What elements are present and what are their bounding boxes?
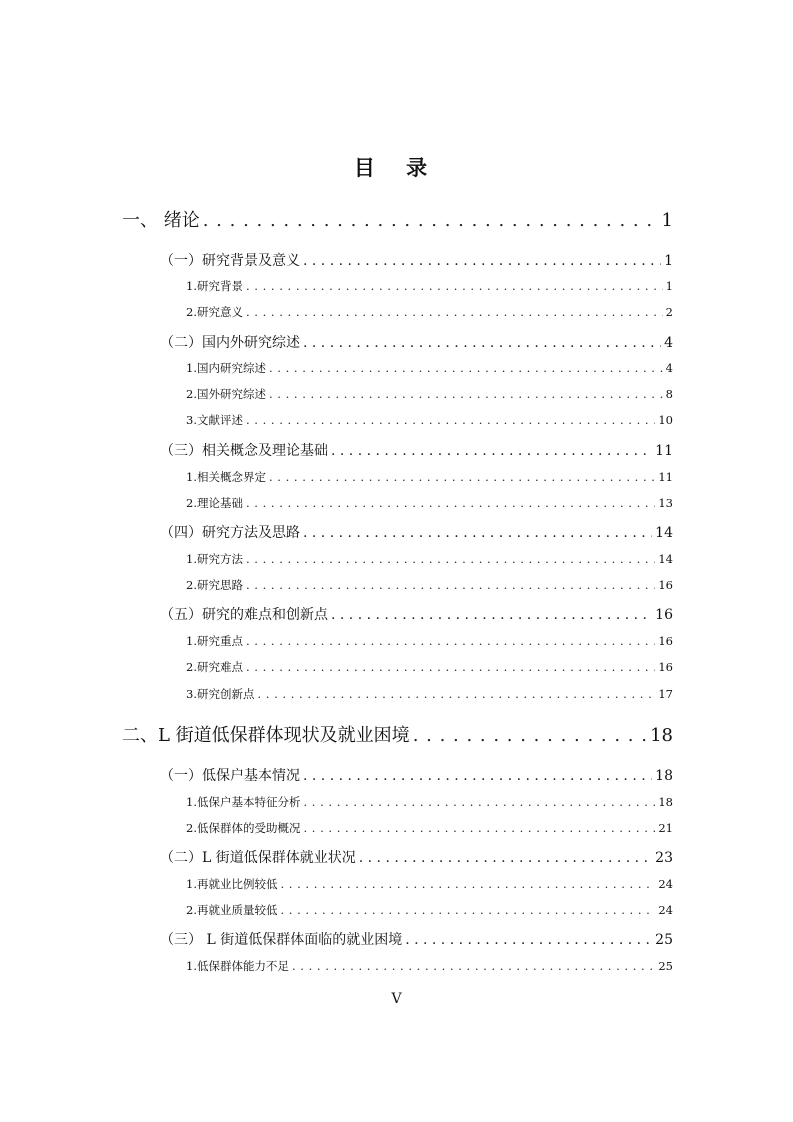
toc-entry-label: （五）研究的难点和创新点 <box>160 607 328 623</box>
dot-leader <box>405 932 652 948</box>
toc-entry-label: 2.研究思路 <box>186 578 243 592</box>
toc-entry-label: 1.国内研究综述 <box>186 361 266 375</box>
toc-entry-subsection[interactable] <box>186 495 673 511</box>
toc-entry-label: 1.研究背景 <box>186 279 243 293</box>
toc-entry-chapter-2[interactable] <box>122 721 673 747</box>
toc-entry-section[interactable] <box>160 604 673 624</box>
toc-entry-page: 18 <box>650 725 673 746</box>
toc-entry-label: （三）相关概念及理论基础 <box>160 443 328 459</box>
dot-leader <box>280 877 655 891</box>
toc-title: 目 录 <box>353 156 440 180</box>
toc-entry-page: 18 <box>658 795 673 809</box>
toc-entry-page: 1 <box>661 210 673 231</box>
dot-leader <box>246 496 655 510</box>
toc-entry-label: 1.研究重点 <box>186 634 243 648</box>
dot-leader <box>331 443 652 459</box>
dot-leader <box>269 361 663 375</box>
toc-entry-page: 14 <box>658 552 673 566</box>
toc-entry-label: （四）研究方法及思路 <box>160 525 300 541</box>
dot-leader <box>303 253 661 269</box>
toc-entry-section[interactable] <box>160 929 673 949</box>
toc-entry-label: （二）国内外研究综述 <box>160 335 300 351</box>
toc-entry-label: 1.低保群体能力不足 <box>186 959 289 973</box>
toc-entry-label: 2.低保群体的受助概况 <box>186 821 301 835</box>
toc-entry-label: 2.国外研究综述 <box>186 387 266 401</box>
toc-entry-label: 2.研究难点 <box>186 660 243 674</box>
dot-leader <box>246 660 655 674</box>
toc-entry-page: 17 <box>658 687 673 701</box>
toc-entry-subsection[interactable] <box>186 659 673 675</box>
toc-entry-page: 25 <box>655 932 673 948</box>
toc-entry-subsection[interactable] <box>186 794 673 810</box>
dot-leader <box>203 210 659 231</box>
toc-entry-page: 24 <box>658 903 673 917</box>
toc-entry-label: （二）L 街道低保群体就业状况 <box>160 850 356 866</box>
toc-entry-page: 11 <box>658 470 673 484</box>
toc-entry-label: 1.低保户基本特征分析 <box>186 795 301 809</box>
toc-entry-label: 2.理论基础 <box>186 496 243 510</box>
toc-entry-page: 21 <box>658 821 673 835</box>
toc-entry-subsection[interactable] <box>186 412 673 428</box>
dot-leader <box>269 387 663 401</box>
toc-entry-page: 24 <box>658 877 673 891</box>
toc-entry-page: 16 <box>658 578 673 592</box>
toc-entry-label: 3.研究创新点 <box>186 687 255 701</box>
dot-leader <box>359 850 652 866</box>
toc-entry-page: 13 <box>658 496 673 510</box>
toc-entry-subsection[interactable] <box>186 360 673 376</box>
toc-entry-page: 16 <box>658 634 673 648</box>
toc-entry-page: 18 <box>655 768 673 784</box>
toc-entry-page: 14 <box>655 525 673 541</box>
dot-leader <box>246 413 655 427</box>
dot-leader <box>303 821 655 835</box>
toc-entry-page: 4 <box>664 335 673 351</box>
dot-leader <box>413 725 647 746</box>
page-number: V <box>391 991 402 1007</box>
toc-entry-page: 10 <box>658 413 673 427</box>
toc-entry-label: 二、L 街道低保群体现状及就业困境 <box>122 725 410 746</box>
dot-leader <box>303 795 655 809</box>
toc-entry-section[interactable] <box>160 765 673 785</box>
toc-entry-label: 2.研究意义 <box>186 305 243 319</box>
toc-entry-chapter-1[interactable] <box>122 206 673 232</box>
toc-entry-page: 16 <box>658 660 673 674</box>
toc-entry-label: 3.文献评述 <box>186 413 243 427</box>
toc-entry-page: 8 <box>665 387 673 401</box>
toc-entry-page: 2 <box>665 305 673 319</box>
toc-entry-section[interactable] <box>160 847 673 867</box>
toc-entry-page: 25 <box>658 959 673 973</box>
dot-leader <box>246 578 655 592</box>
dot-leader <box>257 687 655 701</box>
dot-leader <box>303 768 652 784</box>
dot-leader <box>303 335 661 351</box>
toc-entry-subsection[interactable] <box>186 386 673 402</box>
toc-entry-label: 2.再就业质量较低 <box>186 903 278 917</box>
toc-entry-subsection[interactable] <box>186 686 673 702</box>
toc-entry-label: 1.研究方法 <box>186 552 243 566</box>
toc-entry-section[interactable] <box>160 250 673 270</box>
toc-entry-page: 11 <box>655 443 673 459</box>
toc-entry-page: 23 <box>655 850 673 866</box>
toc-entry-label: （三） L 街道低保群体面临的就业困境 <box>160 932 403 948</box>
toc-entry-section[interactable] <box>160 332 673 352</box>
toc-entry-subsection[interactable] <box>186 958 673 974</box>
toc-entry-subsection[interactable] <box>186 551 673 567</box>
toc-entry-label: 1.再就业比例较低 <box>186 877 278 891</box>
toc-entry-subsection[interactable] <box>186 278 673 294</box>
dot-leader <box>246 634 655 648</box>
toc-entry-label: （一）低保户基本情况 <box>160 768 300 784</box>
dot-leader <box>303 525 652 541</box>
toc-entry-page: 4 <box>665 361 673 375</box>
dot-leader <box>246 305 663 319</box>
dot-leader <box>246 552 655 566</box>
toc-entry-page: 1 <box>664 253 673 269</box>
toc-entry-subsection[interactable] <box>186 304 673 320</box>
toc-entry-label: 1.相关概念界定 <box>186 470 266 484</box>
toc-entry-subsection[interactable] <box>186 820 673 836</box>
dot-leader <box>280 903 655 917</box>
toc-entry-label: （一）研究背景及意义 <box>160 253 300 269</box>
toc-entry-subsection[interactable] <box>186 469 673 485</box>
toc-entry-label: 一、 绪论 <box>122 210 200 231</box>
toc-entry-subsection[interactable] <box>186 577 673 593</box>
toc-entry-subsection[interactable] <box>186 633 673 649</box>
toc-entry-section[interactable] <box>160 522 673 542</box>
toc-entry-section[interactable] <box>160 440 673 460</box>
dot-leader <box>246 279 663 293</box>
dot-leader <box>292 959 655 973</box>
dot-leader <box>331 607 652 623</box>
toc-entry-page: 16 <box>655 607 673 623</box>
toc-entry-page: 1 <box>665 279 673 293</box>
toc-entry-subsection[interactable] <box>186 876 673 892</box>
dot-leader <box>269 470 655 484</box>
toc-entry-subsection[interactable] <box>186 902 673 918</box>
